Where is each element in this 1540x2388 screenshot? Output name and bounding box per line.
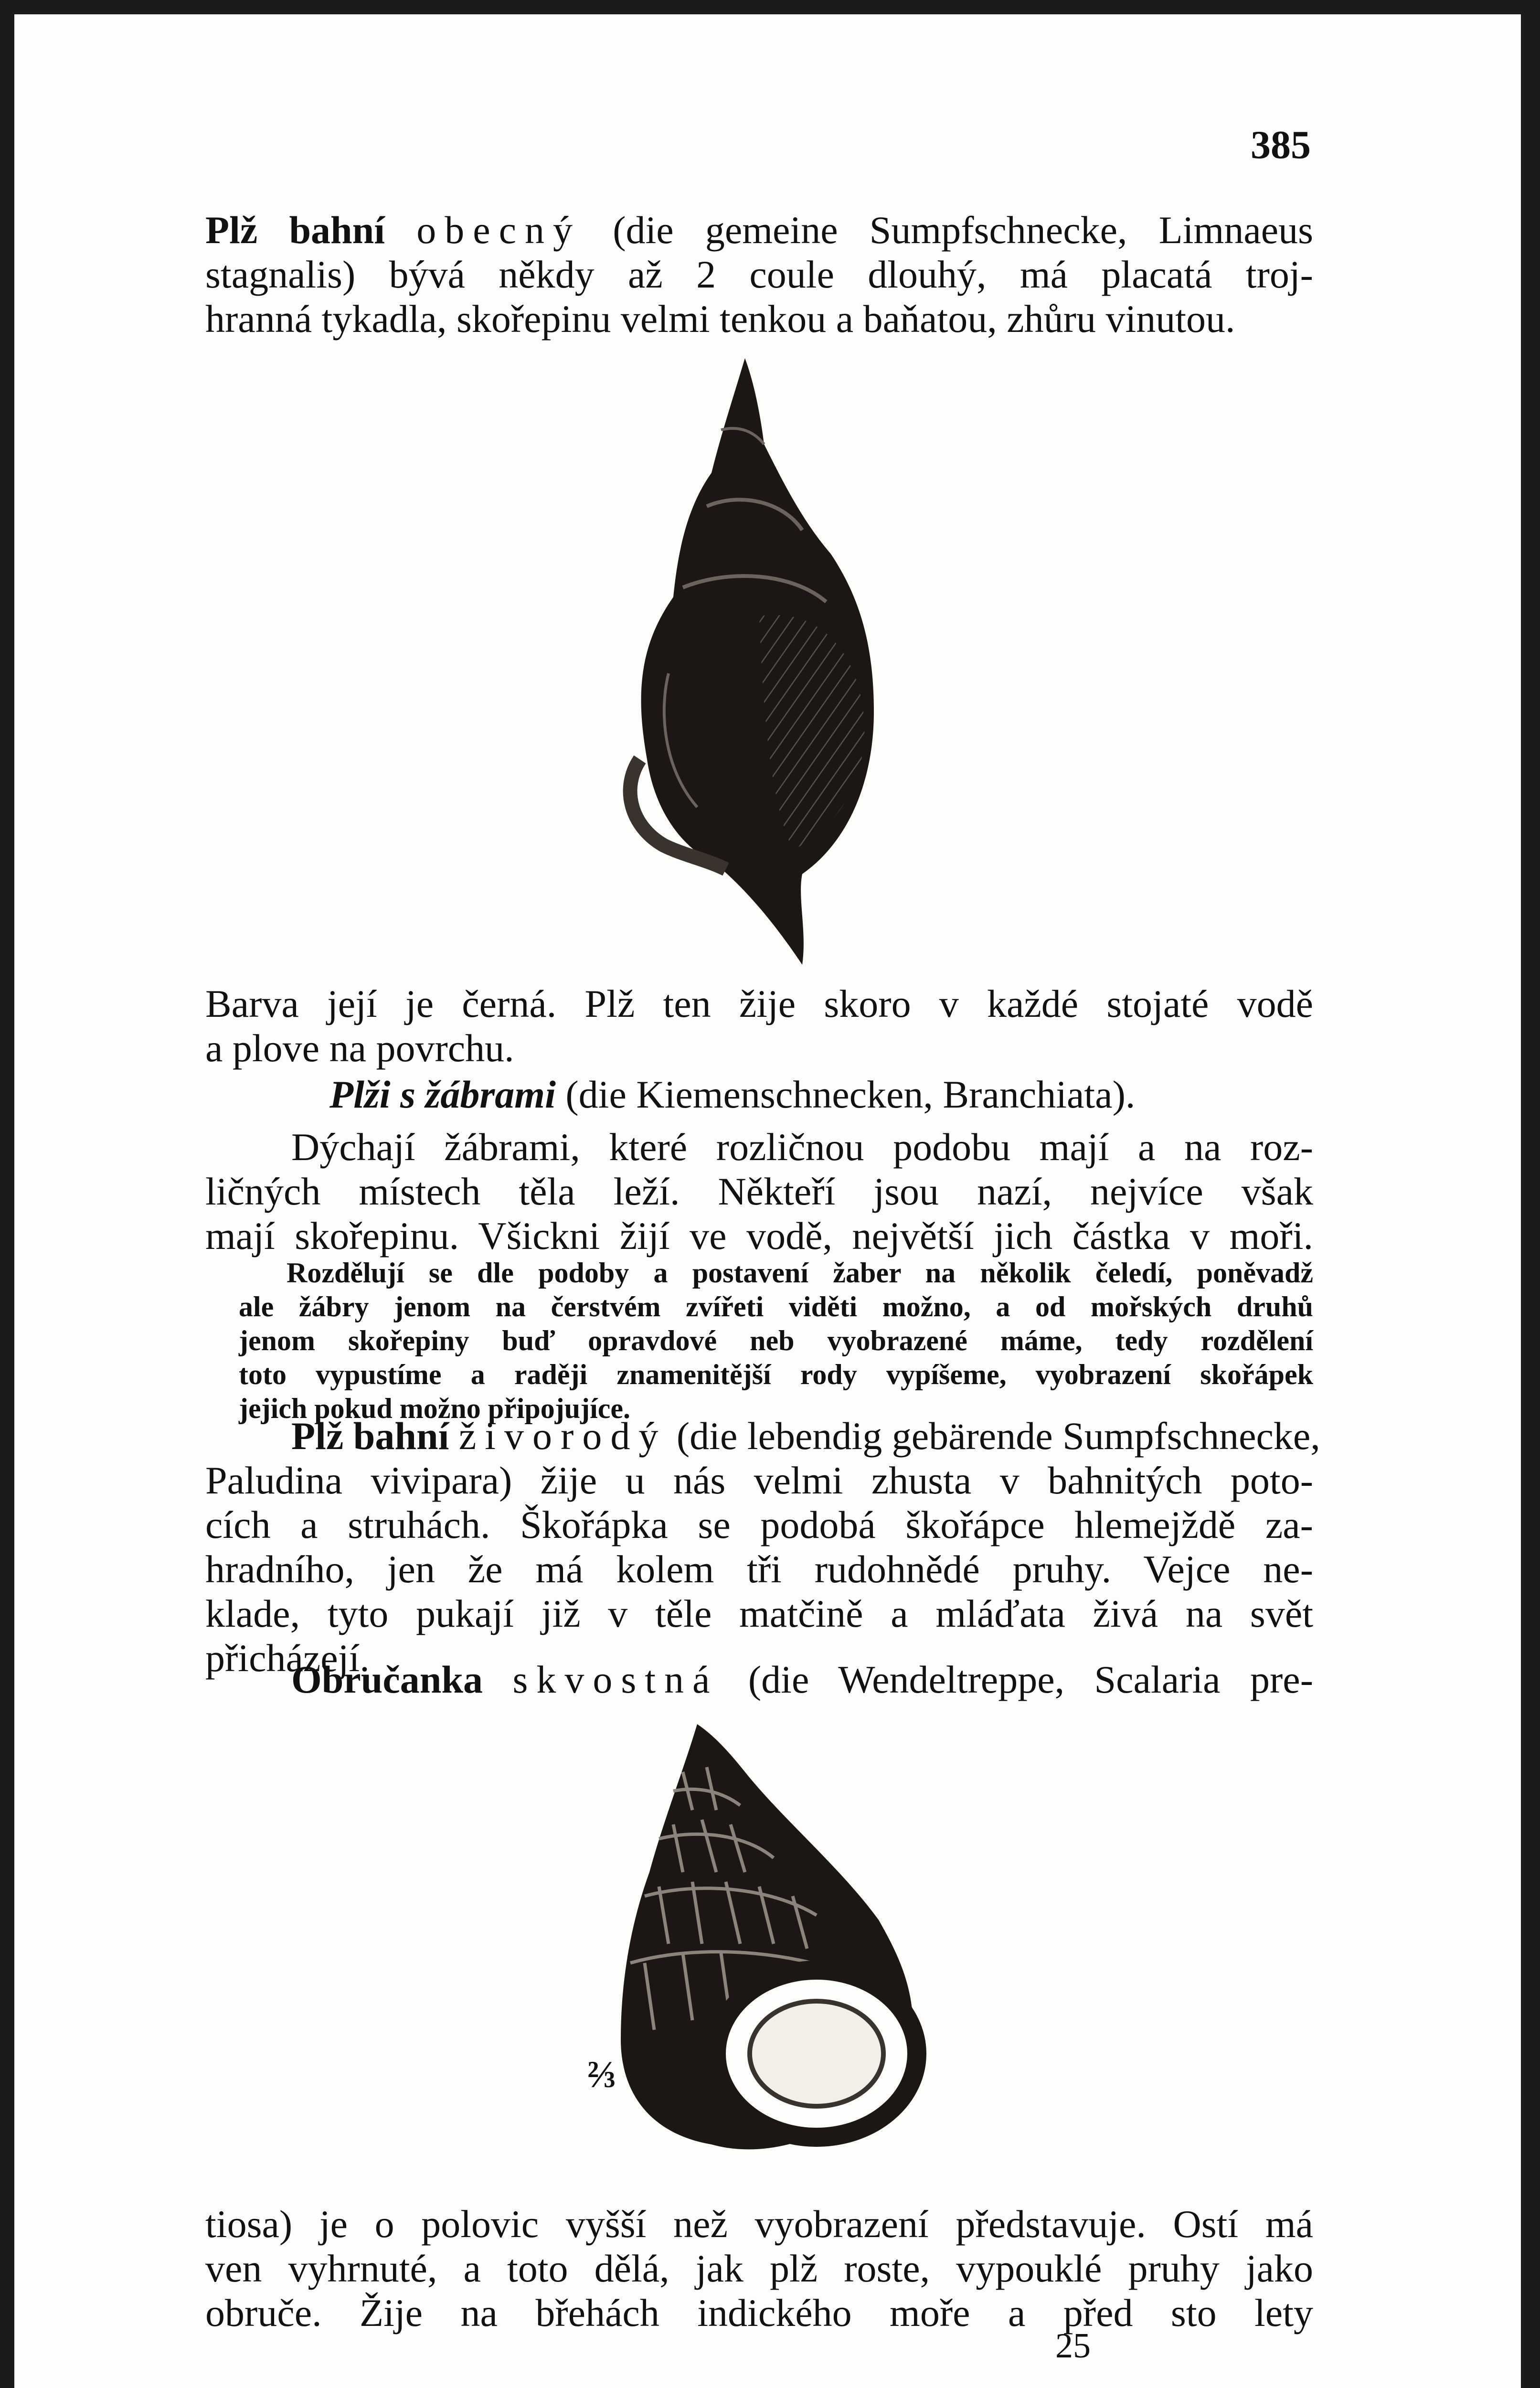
text-line: a plove na povrchu. — [205, 1026, 514, 1070]
term-plz-bahni: Plž bahní — [291, 1414, 449, 1458]
text-line: tiosa) je o polovic vyšší než vyobrazení představuje. Ostí má — [205, 2202, 1313, 2246]
book-page — [14, 14, 1521, 2388]
german-name: (die lebendig gebärende Sumpfschnecke, — [676, 1414, 1320, 1458]
term-zivorody: živorodý — [458, 1414, 667, 1458]
text-line: obruče. Žije na břehách indického moře a před sto lety — [205, 2291, 1313, 2335]
text-line: Barva její je černá. Plž ten žije skoro v každé stojaté vodě — [205, 982, 1313, 1025]
note-line: jenom skořepiny buď opravdové neb vyobrazené máme, tedy rozdělení — [239, 1325, 1313, 1356]
note-line: jejich pokud možno připojujíce. — [239, 1393, 631, 1424]
text-line: hranná tykadla, skořepinu velmi tenkou a baňatou, zhůru vinutou. — [205, 297, 1235, 341]
paragraph-barva — [205, 981, 1313, 1070]
term-obecny: obecný — [416, 208, 582, 252]
small-print-note — [239, 1256, 1313, 1426]
text-line: Paludina vivipara) žije u nás velmi zhusta v bahnitých poto- — [205, 1459, 1313, 1502]
text-line: mají skořepinu. Všickni žijí ve vodě, největší jich částka v moři. — [205, 1214, 1313, 1258]
text-line: cích a struhách. Škořápka se podobá škořápce hlemejždě za- — [205, 1503, 1313, 1546]
figure-scale-label: ⅔ — [587, 2054, 616, 2096]
heading-term: Plži s žábrami — [329, 1073, 556, 1116]
text-line: hradního, jen že má kolem tři rudohnědé pruhy. Vejce ne- — [205, 1547, 1313, 1591]
heading-german-latin: (die Kiemenschnecken, Branchiata). — [565, 1073, 1136, 1116]
scalaria-shell-illustration — [587, 1715, 960, 2173]
page-number: 385 — [1251, 123, 1311, 167]
term-obrucanka: Obručanka — [291, 1658, 483, 1701]
paragraph-limnaeus — [205, 208, 1313, 341]
paragraph-dychaji — [205, 1125, 1313, 1258]
text-line: Dýchají žábrami, které rozličnou podobu mají a na roz- — [291, 1125, 1313, 1169]
term-plz-bahni: Plž bahní — [205, 208, 385, 252]
limnaeus-shell-illustration — [602, 349, 888, 974]
text-line: klade, tyto pukají již v těle matčině a mláďata živá na svět — [205, 1592, 1313, 1635]
text-line: ven vyhrnuté, a toto dělá, jak plž roste, vypouklé pruhy jako — [205, 2247, 1313, 2290]
paragraph-scalaria — [205, 1657, 1313, 1702]
term-skvostna: skvostná — [512, 1658, 719, 1701]
text-line: přicházejí. — [205, 1636, 370, 1680]
paragraph-paludina — [205, 1414, 1320, 1680]
text-line: stagnalis) bývá někdy až 2 coule dlouhý, má placatá troj- — [205, 253, 1313, 296]
text-line: ličných místech těla leží. Někteří jsou nazí, nejvíce však — [205, 1170, 1313, 1213]
note-line: toto vypustíme a raději znamenitější rody vypíšeme, vyobrazení skořápek — [239, 1359, 1313, 1390]
note-line: Rozdělují se dle podoby a postavení žaber na několik čeledí, poněvadž — [287, 1257, 1313, 1289]
heading-branchiata — [329, 1072, 1285, 1117]
signature-mark: 25 — [1055, 2326, 1091, 2366]
german-latin-name: (die Wendeltreppe, Scalaria pre- — [748, 1658, 1314, 1701]
german-latin-name: (die gemeine Sumpfschnecke, Limnaeus — [613, 208, 1314, 252]
note-line: ale žábry jenom na čerstvém zvířeti viděti možno, a od mořských druhů — [239, 1291, 1313, 1322]
paragraph-tiosa — [205, 2202, 1313, 2335]
